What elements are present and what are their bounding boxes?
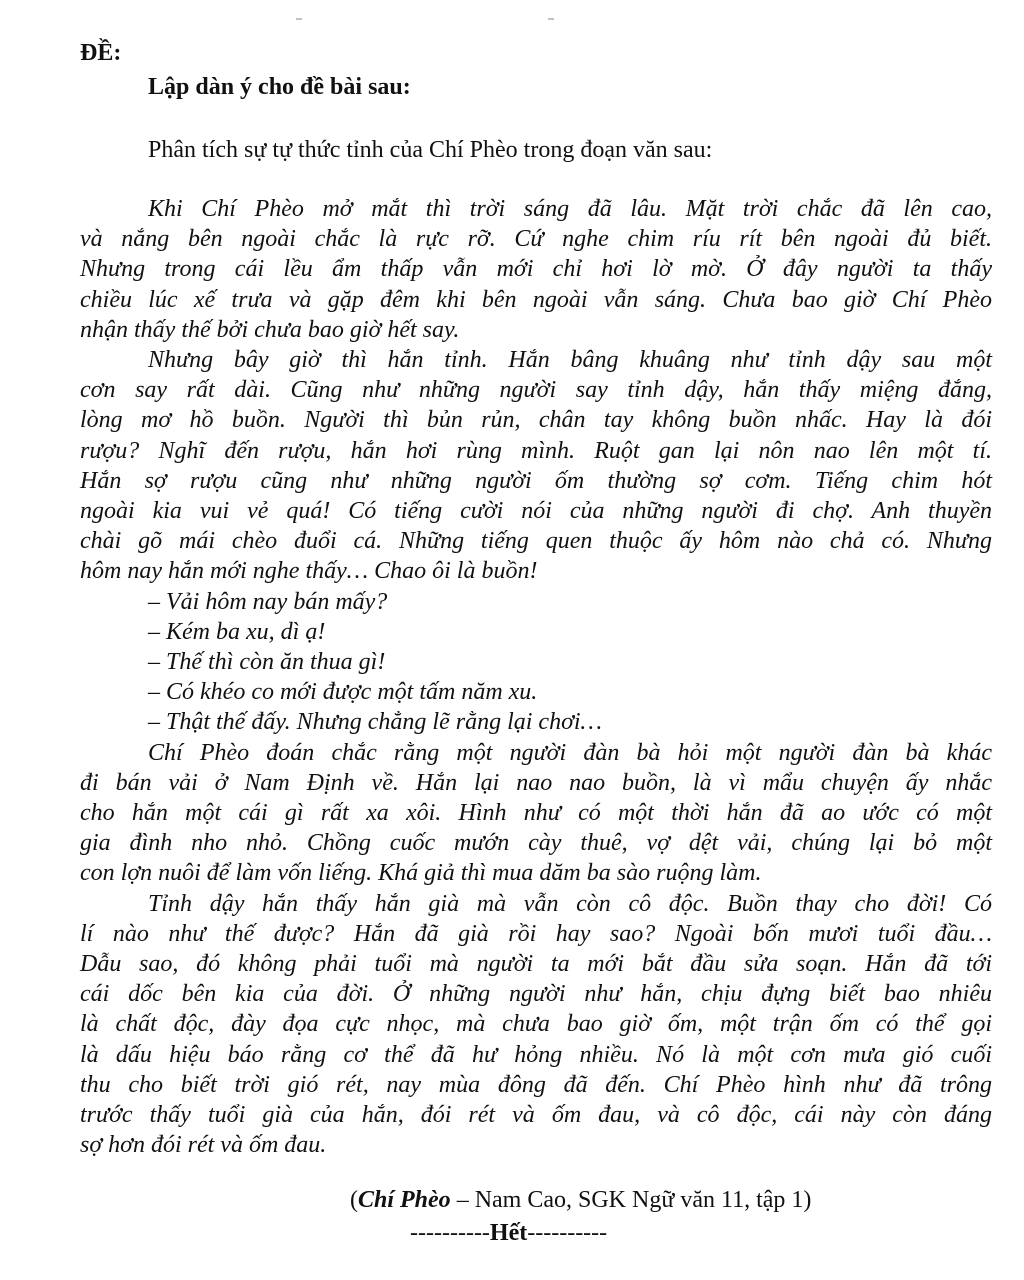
scan-speck [548,18,554,20]
de-label: ĐỀ: [80,40,122,66]
passage-line: lòng mơ hồ buồn. Người thì bủn rủn, chân tay không buồn nhấc. Hay là đói [80,407,992,434]
dialogue-line: – Kém ba xu, dì ạ! [148,618,326,645]
passage-line: cái dốc bên kia của đời. Ở những người như hắn, chịu đựng biết bao nhiêu [80,981,992,1008]
end-word: Hết [489,1220,528,1246]
passage-line: con lợn nuôi để làm vốn liếng. Khá giả thì mua dăm ba sào ruộng làm. [80,860,762,887]
passage-line: Chí Phèo đoán chắc rằng một người đàn bà hỏi một người đàn bà khác [148,739,992,766]
passage-line: Nhưng bây giờ thì hắn tỉnh. Hắn bâng khuâng như tỉnh dậy sau một [148,347,992,374]
end-dashes-left: ---------- [410,1220,490,1246]
passage-line: cơn say rất dài. Cũng như những người say tỉnh dậy, hắn thấy miệng đắng, [80,377,992,404]
passage-line: Dẫu sao, đó không phải tuổi mà người ta mới bắt đầu sửa soạn. Hắn đã tới [80,951,992,978]
passage-line: nhận thấy thế bởi chưa bao giờ hết say. [80,316,460,343]
dialogue-line: – Thật thế đấy. Nhưng chẳng lẽ rằng lại chơi… [148,709,602,736]
dialogue-line: – Thế thì còn ăn thua gì! [148,649,386,676]
end-mark [410,1220,607,1247]
passage-line: gia đình nho nhỏ. Chồng cuốc mướn cày thuê, vợ dệt vải, chúng lại bỏ một [80,830,992,857]
citation-open: ( [350,1187,358,1213]
passage-line: chiều lúc xế trưa và gặp đêm khi bên ngoài vẫn sáng. Chưa bao giờ Chí Phèo [80,286,992,313]
passage-line: hôm nay hắn mới nghe thấy… Chao ôi là buồn! [80,558,538,585]
passage-line: lí nào như thế được? Hắn đã già rồi hay sao? Ngoài bốn mươi tuổi đầu… [80,920,992,947]
passage-line: Nhưng trong cái lều ẩm thấp vẫn mới chỉ hơi lờ mờ. Ở đây người ta thấy [80,256,992,283]
scan-speck [296,18,302,20]
passage-line: và nắng bên ngoài chắc là rực rỡ. Cứ nghe chim ríu rít bên ngoài đủ biết. [80,226,992,253]
citation-work-title: Chí Phèo [358,1187,451,1213]
passage-line: cho hắn một cái gì rất xa xôi. Hình như có một thời hắn đã ao ước có một [80,800,992,827]
passage-line: trước thấy tuổi già của hắn, đói rét và ốm đau, và cô độc, cái này còn đáng [80,1102,992,1129]
source-citation [350,1187,811,1214]
passage-line: Tỉnh dậy hắn thấy hắn già mà vẫn còn cô độc. Buồn thay cho đời! Có [148,890,992,917]
passage-line: thu cho biết trời gió rét, nay mùa đông đã đến. Chí Phèo hình như đã trông [80,1071,992,1098]
dialogue-line: – Có khéo co mới được một tấm năm xu. [148,679,538,706]
citation-rest: – Nam Cao, SGK Ngữ văn 11, tập 1) [450,1187,812,1213]
passage-line: ngoài kia vui vẻ quá! Có tiếng cười nói của những người đi chợ. Anh thuyền [80,498,992,525]
passage-line: rượu? Nghĩ đến rượu, hắn hơi rùng mình. Ruột gan lại nôn nao lên một tí. [80,437,992,464]
literary-passage [80,194,992,1161]
passage-line: Hắn sợ rượu cũng như những người ốm thường sợ cơm. Tiếng chim hót [80,467,992,494]
passage-line: đi bán vải ở Nam Định về. Hắn lại nao nao buồn, là vì mẩu chuyện ấy nhắc [80,769,992,796]
passage-line: là dấu hiệu báo rằng cơ thể đã hư hỏng nhiều. Nó là một cơn mưa gió cuối [80,1041,992,1068]
passage-line: sợ hơn đói rét và ốm đau. [80,1132,327,1159]
passage-line: Khi Chí Phèo mở mắt thì trời sáng đã lâu. Mặt trời chắc đã lên cao, [148,196,992,222]
passage-line: chài gõ mái chèo đuổi cá. Những tiếng quen thuộc ấy hôm nào chả có. Nhưng [80,528,992,555]
dialogue-line: – Vải hôm nay bán mấy? [148,588,388,615]
prompt-text: Phân tích sự tự thức tỉnh của Chí Phèo trong đoạn văn sau: [148,137,713,163]
end-dashes-right: ---------- [527,1220,608,1246]
passage-line: là chất độc, đày đọa cực nhọc, mà chưa bao giờ ốm, một trận ốm có thể gọi [80,1011,992,1038]
task-heading: Lập dàn ý cho đề bài sau: [148,74,411,100]
